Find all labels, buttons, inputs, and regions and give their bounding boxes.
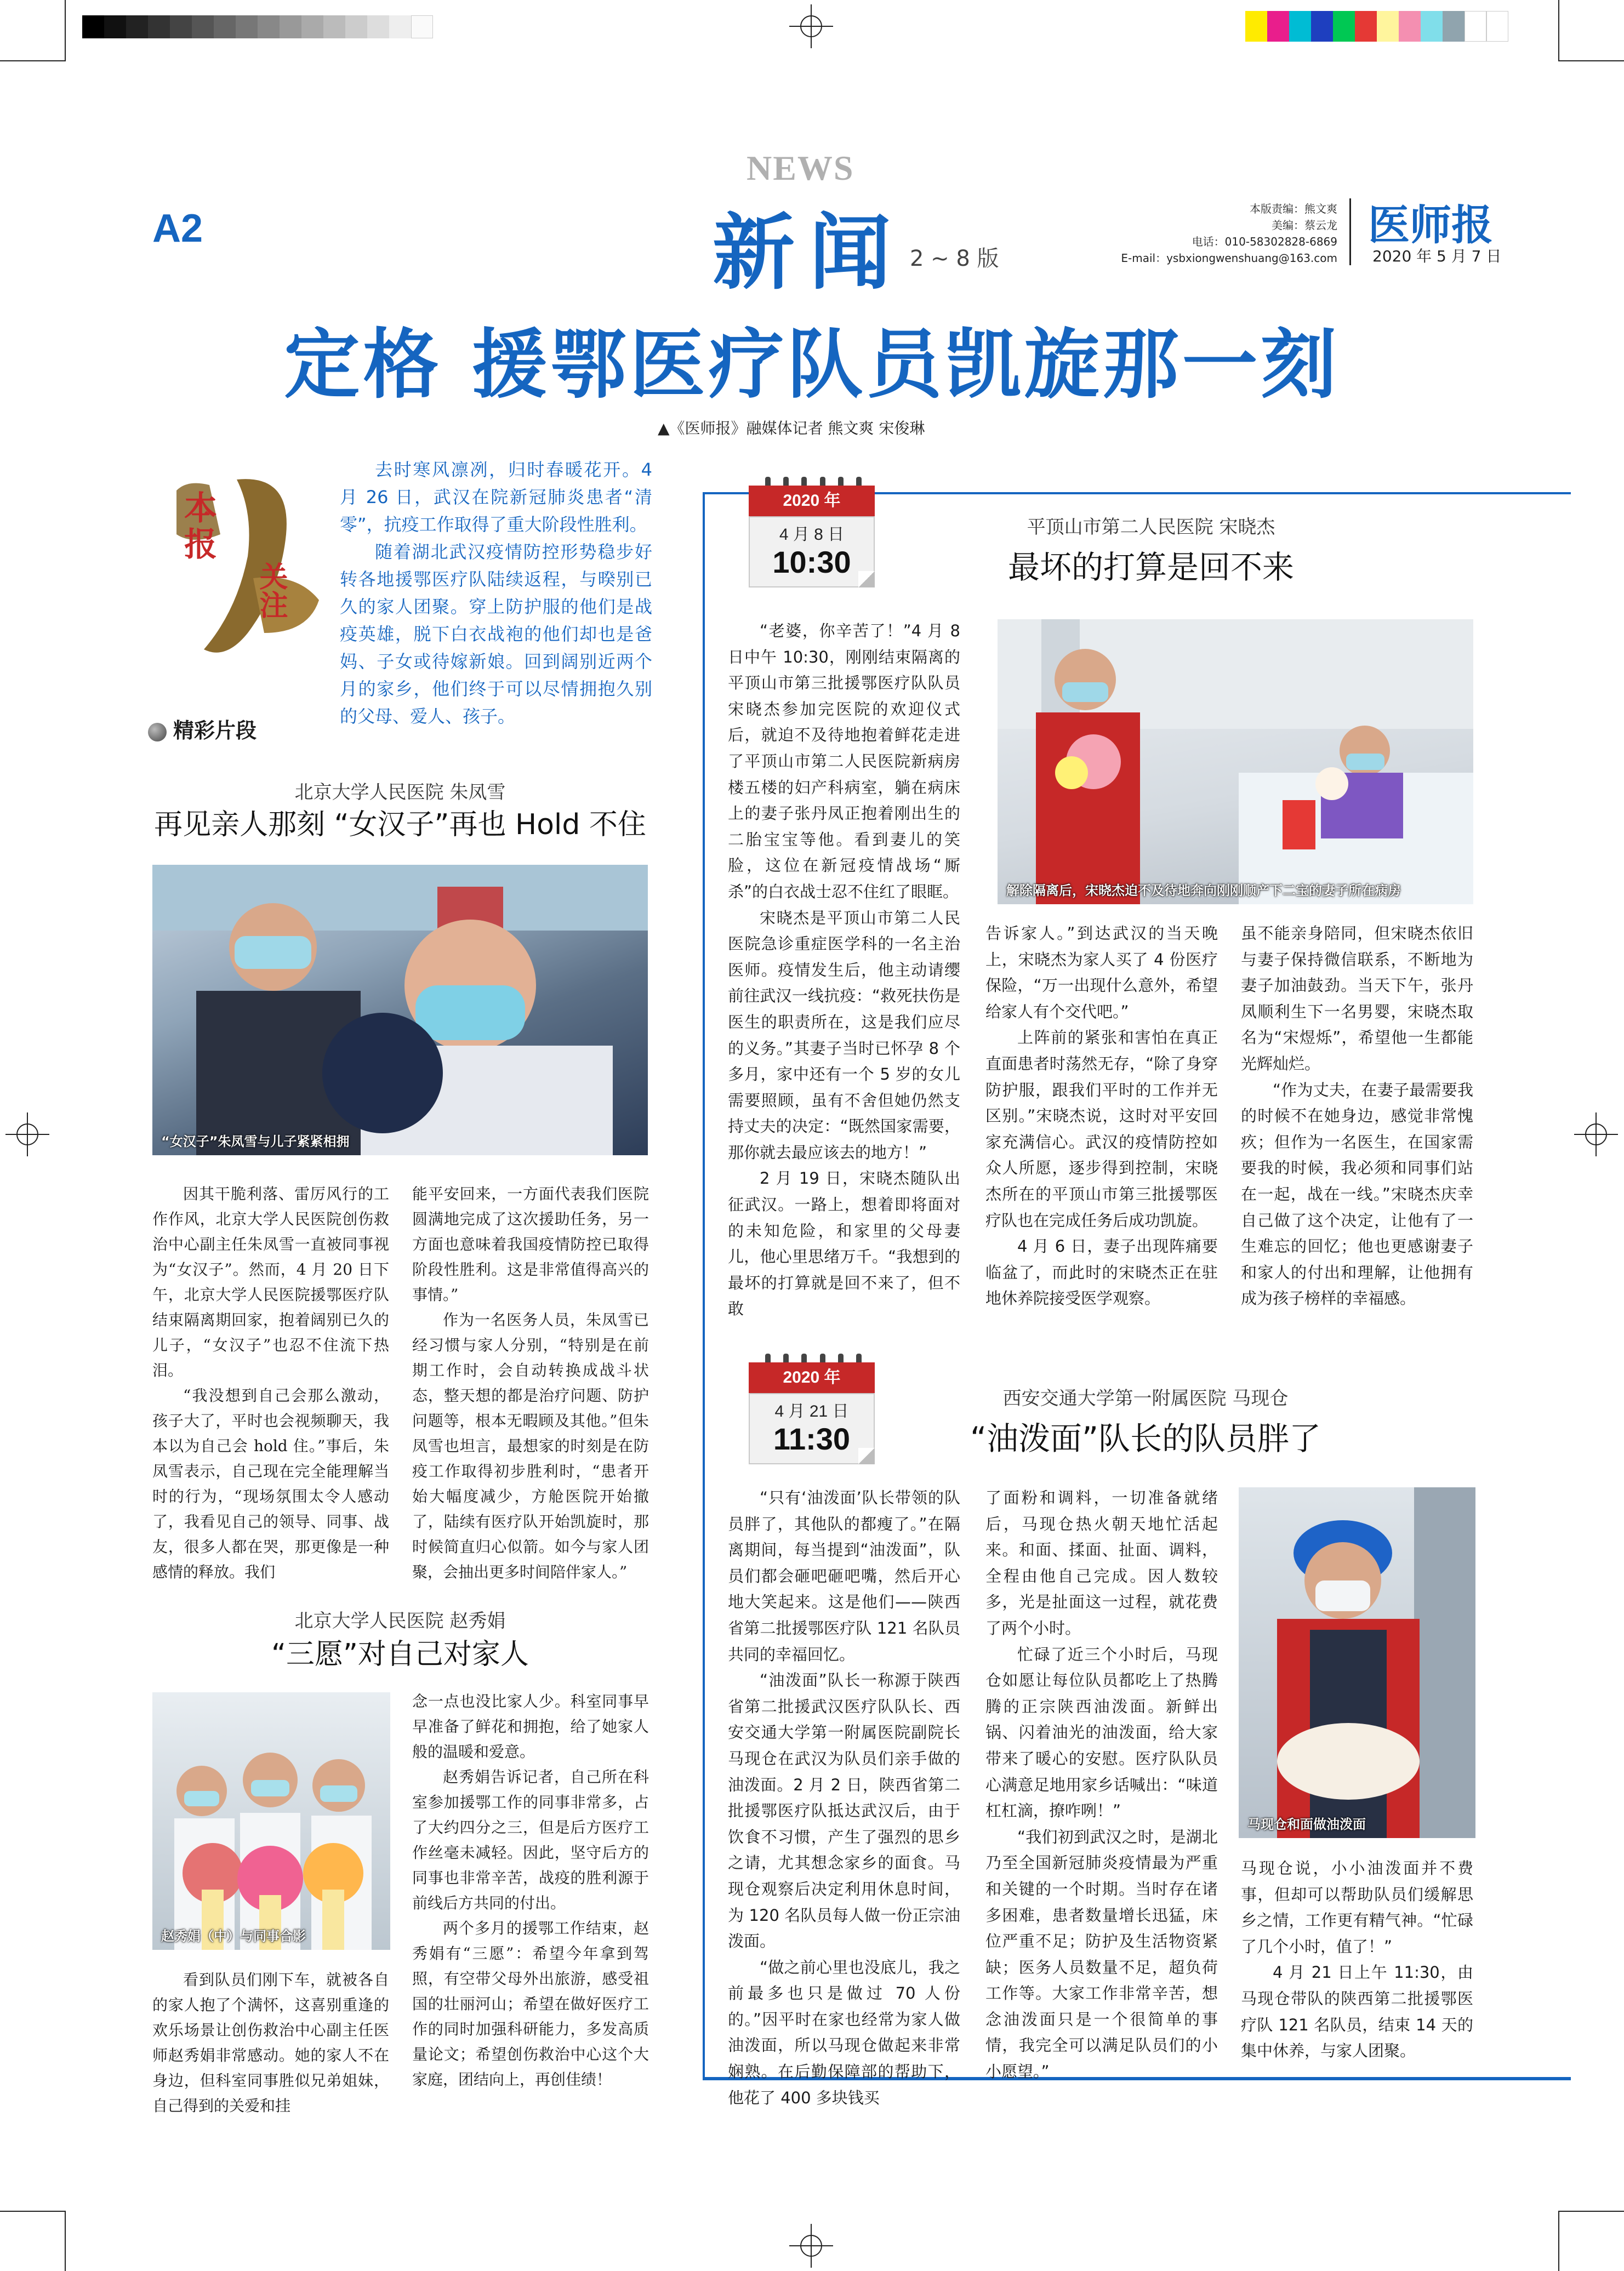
registration-mark-right — [1574, 1112, 1618, 1156]
calendar-time: 10:30 — [772, 545, 851, 579]
paragraph: “作为丈夫，在妻子最需要我的时候不在她身边，感觉非常愧疚；但作为一名医生，在国家需要我的时候，我必须和同事们站在一起，战在一线。”宋晓杰庆幸自己做了这个决定，让他有了一生难忘的回忆；他也更感谢妻子和家人的付出和理解，让他拥有成为孩子榜样的幸福感。 — [1241, 1080, 1473, 1308]
calendar-year: 2020 年 — [749, 486, 875, 516]
story2-title: “三愿”对自己对家人 — [271, 1638, 529, 1671]
paragraph: 念一点也没比家人少。科室同事早早准备了鲜花和拥抱，给了她家人般的温暖和爱意。 — [412, 1692, 649, 1761]
story1-column-1 — [152, 1182, 389, 1585]
editor-info — [1118, 201, 1337, 266]
highlights-label — [148, 714, 257, 744]
story4-title: “油泼面”队长的队员胖了 — [970, 1420, 1321, 1457]
story2-kicker: 北京大学人民医院 赵秀娟 — [294, 1610, 506, 1632]
crop-mark — [0, 60, 66, 61]
story2-column-2 — [412, 1689, 649, 2092]
calendar-icon — [749, 477, 875, 592]
story3-column-2 — [985, 921, 1218, 1312]
byline: ▲《医师报》融媒体记者 熊文爽 宋俊琳 — [658, 419, 925, 437]
paragraph: 上阵前的紧张和害怕在真正直面患者时荡然无存，“除了身穿防护服，跟我们平时的工作并无区别。”宋晓杰说，这时对平安回家充满信心。武汉的疫情防控如众人所愿，逐步得到控制，宋晓杰所在的平顶山市第三批援鄂医疗队也在完成任务后成功凯旋。 — [985, 1028, 1218, 1230]
paragraph: 告诉家人。”到达武汉的当天晚上，宋晓杰为家人买了 4 份医疗保险，“万一出现什么意外，希望给家人有个交代吧。” — [985, 924, 1218, 1021]
main-headline: 定格 援鄂医疗队员凯旋那一刻 — [284, 321, 1340, 409]
editor-line: 本版责编：熊文爽 — [1250, 202, 1337, 215]
crop-mark — [1558, 60, 1624, 61]
story3-title: 最坏的打算是回不来 — [1007, 549, 1294, 586]
story4-column-3 — [1241, 1856, 1473, 2064]
print-grayscale-bar — [82, 15, 433, 38]
story2-caption: 赵秀娟（中）与同事合影 — [161, 1928, 306, 1944]
registration-mark-left — [5, 1112, 49, 1156]
calendar-time: 11:30 — [773, 1422, 851, 1456]
masthead-divider — [1349, 198, 1351, 265]
page-number: A2 — [152, 207, 203, 250]
paragraph: 宋晓杰是平顶山市第二人民医院急诊重症医学科的一名主治医师。疫情发生后，他主动请缨前往武汉一线抗疫：“救死扶伤是医生的职责所在，这是我们应尽的义务。”其妻子当时已怀孕 8 个多月，家中还有一个 5 岁的女儿需要照顾，虽有不舍但她仍然支持丈夫的决定：“既然国家需要，那你就去最应该去的地方！” — [728, 908, 960, 1162]
calendar-date: 4 月 21 日 — [774, 1402, 849, 1420]
story2-column-1 — [152, 1967, 389, 2119]
paragraph: 看到队员们刚下车，就被各自的家人抱了个满怀，这喜别重逢的欢乐场景让创伤救治中心副主任医师赵秀娟非常感动。她的家人不在身边，但科室同事胜似兄弟姐妹，自己得到的关爱和挂 — [152, 1971, 389, 2115]
paragraph: “老婆，你辛苦了！”4 月 8 日中午 10:30，刚刚结束隔离的平顶山市第三批援鄂医疗队队员宋晓杰参加完医院的欢迎仪式后，就迫不及待地抱着鲜花走进了平顶山市第二人民医院新病房楼五楼的妇产科病室，躺在病床上的妻子张丹凤正抱着刚出生的二胎宝宝等他。看到妻儿的笑脸，这位在新冠疫情战场“厮杀”的白衣战士忍不住红了眼眶。 — [728, 621, 960, 901]
paragraph: 2 月 19 日，宋晓杰随队出征武汉。一路上，想着即将面对的未知危险，和家里的父母妻儿，他心里思绪万千。“我想到的最坏的打算就是回不来了，但不敢 — [728, 1169, 960, 1319]
crop-mark — [65, 0, 66, 60]
paragraph: 赵秀娟告诉记者，自己所在科室参加援鄂工作的同事非常多，占了大约四分之三，但是后方医疗工作丝毫未减轻。因此，坚守后方的同事也非常辛苦，战疫的胜利源于前线后方共同的付出。 — [412, 1768, 649, 1912]
crop-mark — [1558, 2211, 1559, 2271]
paragraph: 能平安回来，一方面代表我们医院圆满地完成了这次援助任务，另一方面也意味着我国疫情防控已取得阶段性胜利。这是非常值得高兴的事情。” — [412, 1185, 649, 1304]
calendar-year: 2020 年 — [749, 1362, 875, 1393]
paragraph: “油泼面”队长一称源于陕西省第二批援武汉医疗队队长、西安交通大学第一附属医院副院长马现仓在武汉为队员们亲手做的油泼面。2 月 2 日，陕西省第二批援鄂医疗队抵达武汉后，由于饮食不习惯，产生了强烈的思乡之请，尤其想念家乡的面食。马现仓观察后决定利用休息时间，为 120 名队员每人做一份正宗油泼面。 — [728, 1671, 960, 1951]
story3-column-3 — [1241, 921, 1473, 1312]
bullet-icon — [148, 723, 167, 741]
registration-mark-bottom — [789, 2224, 833, 2268]
print-color-bar — [1245, 11, 1508, 42]
registration-mark-top — [789, 4, 833, 48]
intro-paragraph: 去时寒风凛冽，归时春暖花开。4 月 26 日，武汉在院新冠肺炎患者“清零”，抗疫工作取得了重大阶段性胜利。 — [340, 459, 652, 535]
paragraph: “只有‘油泼面’队长带领的队员胖了，其他队的都瘦了。”在隔离期间，每当提到“油泼面”，队员们都会砸吧砸吧嘴，然后开心地大笑起来。这是他们——陕西省第二批援鄂医疗队 121 名队员共同的幸福回忆。 — [728, 1488, 960, 1664]
crop-mark — [1558, 2211, 1624, 2212]
crop-mark — [65, 2211, 66, 2271]
intro-text — [340, 456, 652, 730]
issue-date: 2020 年 5 月 7 日 — [1372, 247, 1502, 265]
story4-column-1 — [728, 1485, 960, 2111]
paragraph: 了面粉和调料，一切准备就绪后，马现仓热火朝天地忙活起来。和面、揉面、扯面、调料，全程由他自己完成。因人数较多，光是扯面这一过程，就花费了两个小时。 — [985, 1488, 1218, 1637]
paragraph: 4 月 6 日，妻子出现阵痛要临盆了，而此时的宋晓杰正在驻地休养院接受医学观察。 — [985, 1237, 1218, 1308]
paragraph: “做之前心里也没底儿，我之前最多也只是做过 70 人份的。”因平时在家也经常为家人做油泼面，所以马现仓做起来非常娴熟。在后勤保障部的帮助下，他花了 400 多块钱买 — [728, 1958, 960, 2107]
paragraph: 忙碌了近三个小时后，马现仓如愿让每位队员都吃上了热腾腾的正宗陕西油泼面。新鲜出锅、闪着油光的油泼面，给大家带来了暖心的安慰。医疗队队员心满意足地用家乡话喊出：“味道杠杠滴，撩咋咧！” — [985, 1645, 1218, 1821]
story1-caption: “女汉子”朱凤雪与儿子紧紧相拥 — [161, 1134, 350, 1149]
story1-title: 再见亲人那刻 “女汉子”再也 Hold 不住 — [154, 808, 646, 841]
email-line: E-mail：ysbxiongwenshuang@163.com — [1121, 252, 1337, 265]
calendar-date: 4 月 8 日 — [779, 526, 845, 544]
story1-column-2 — [412, 1182, 649, 1585]
designer-line: 美编：蔡云龙 — [1272, 219, 1337, 232]
section-english: NEWS — [747, 149, 854, 187]
story1-photo — [152, 865, 648, 1155]
story4-caption: 马现仓和面做油泼面 — [1247, 1817, 1366, 1832]
story4-kicker: 西安交通大学第一附属医院 马现仓 — [1002, 1388, 1289, 1410]
phone-line: 电话：010-58302828-6869 — [1192, 235, 1337, 248]
newspaper-logo: 医师报 — [1368, 201, 1493, 249]
story4-column-2 — [985, 1485, 1218, 2085]
crop-mark — [0, 2211, 66, 2212]
paragraph: 作为一名医务人员，朱凤雪已经习惯与家人分别，“特别是在前期工作时，会自动转换成战斗状态，整天想的都是治疗问题、防护问题等，根本无暇顾及其他。”但朱凤雪也坦言，最想家的时刻是在防疫工作取得初步胜利时，“患者开始大幅度减少，方舱医院开始撤了，陆续有医疗队开始凯旋时，那时候简直归心似箭。如今与家人团聚，会抽出更多时间陪伴家人。” — [412, 1311, 649, 1581]
story1-kicker: 北京大学人民医院 朱凤雪 — [294, 781, 506, 803]
story3-photo — [998, 619, 1473, 904]
logo-text-benbao: 本报 — [179, 490, 217, 563]
crop-mark — [1558, 0, 1559, 60]
column-logo — [155, 469, 330, 666]
paragraph: 因其干脆利落、雷厉风行的工作作风，北京大学人民医院创伤救治中心副主任朱凤雪一直被同事视为“女汉子”。然而，4 月 20 日下午，北京大学人民医院援鄂医疗队结束隔离期回家，抱着阔别已久的儿子，“女汉子”也忍不住流下热泪。 — [152, 1185, 389, 1379]
section-title: 新闻 — [713, 206, 906, 301]
paragraph: 虽不能亲身陪同，但宋晓杰依旧与妻子保持微信联系，不断地为妻子加油鼓劲。当天下午，张丹凤顺利生下一名男婴，宋晓杰取名为“宋煜烁”，希望他一生都能光辉灿烂。 — [1241, 924, 1473, 1073]
story3-caption: 解除隔离后，宋晓杰迫不及待地奔向刚刚顺产下二宝的妻子所在病房 — [1006, 883, 1401, 898]
paragraph: “我没想到自己会那么激动，孩子大了，平时也会视频聊天，我本以为自己会 hold 住。”事后，朱凤雪表示，自己现在完全能理解当时的行为，“现场氛围太令人感动了，我看见自己的领导、同事、战友，很多人都在哭，那更像是一种感情的释放。我们 — [152, 1386, 389, 1581]
story2-photo — [152, 1692, 390, 1950]
paragraph: 马现仓说，小小油泼面并不费事，但却可以帮助队员们缓解思乡之情，工作更有精气神。“忙碌了几个小时，值了！” — [1241, 1859, 1473, 1956]
paragraph: 两个多月的援鄂工作结束，赵秀娟有“三愿”：希望今年拿到驾照，有空带父母外出旅游，感受祖国的壮丽河山；希望在做好医疗工作的同时加强科研能力，多发高质量论文；希望创伤救治中心这个大家庭，团结向上，再创佳绩！ — [412, 1919, 649, 2089]
paragraph: 4 月 21 日上午 11:30，由马现仓带队的陕西第二批援鄂医疗队 121 名队员，结束 14 天的集中休养，与家人团聚。 — [1241, 1963, 1473, 2061]
highlights-text: 精彩片段 — [173, 718, 257, 743]
story4-photo — [1239, 1487, 1475, 1838]
calendar-icon — [749, 1354, 875, 1469]
paragraph: “我们初到武汉之时，是湖北乃至全国新冠肺炎疫情最为严重和关键的一个时期。当时存在诸多困难，患者数量增长迅猛，床位严重不足；防护及生活物资紧缺；医务人员数量不足，超负荷工作等。大家工作非常辛苦，想念油泼面只是一个很简单的事情，我完全可以满足队员们的小小愿望。” — [985, 1827, 1218, 2081]
page-range: 2 ~ 8 版 — [910, 246, 999, 271]
story3-column-1 — [728, 618, 960, 1322]
intro-paragraph: 随着湖北武汉疫情防控形势稳步好转各地援鄂医疗队陆续返程，与暌别已久的家人团聚。穿上防护服的他们是战疫英雄，脱下白衣战袍的他们却也是爸妈、子女或待嫁新娘。回到阔别近两个月的家乡，他们终于可以尽情拥抱久别的父母、爱人、孩子。 — [340, 541, 652, 727]
logo-text-guanzhu: 关注 — [254, 562, 287, 619]
story3-kicker: 平顶山市第二人民医院 宋晓杰 — [1027, 516, 1275, 538]
